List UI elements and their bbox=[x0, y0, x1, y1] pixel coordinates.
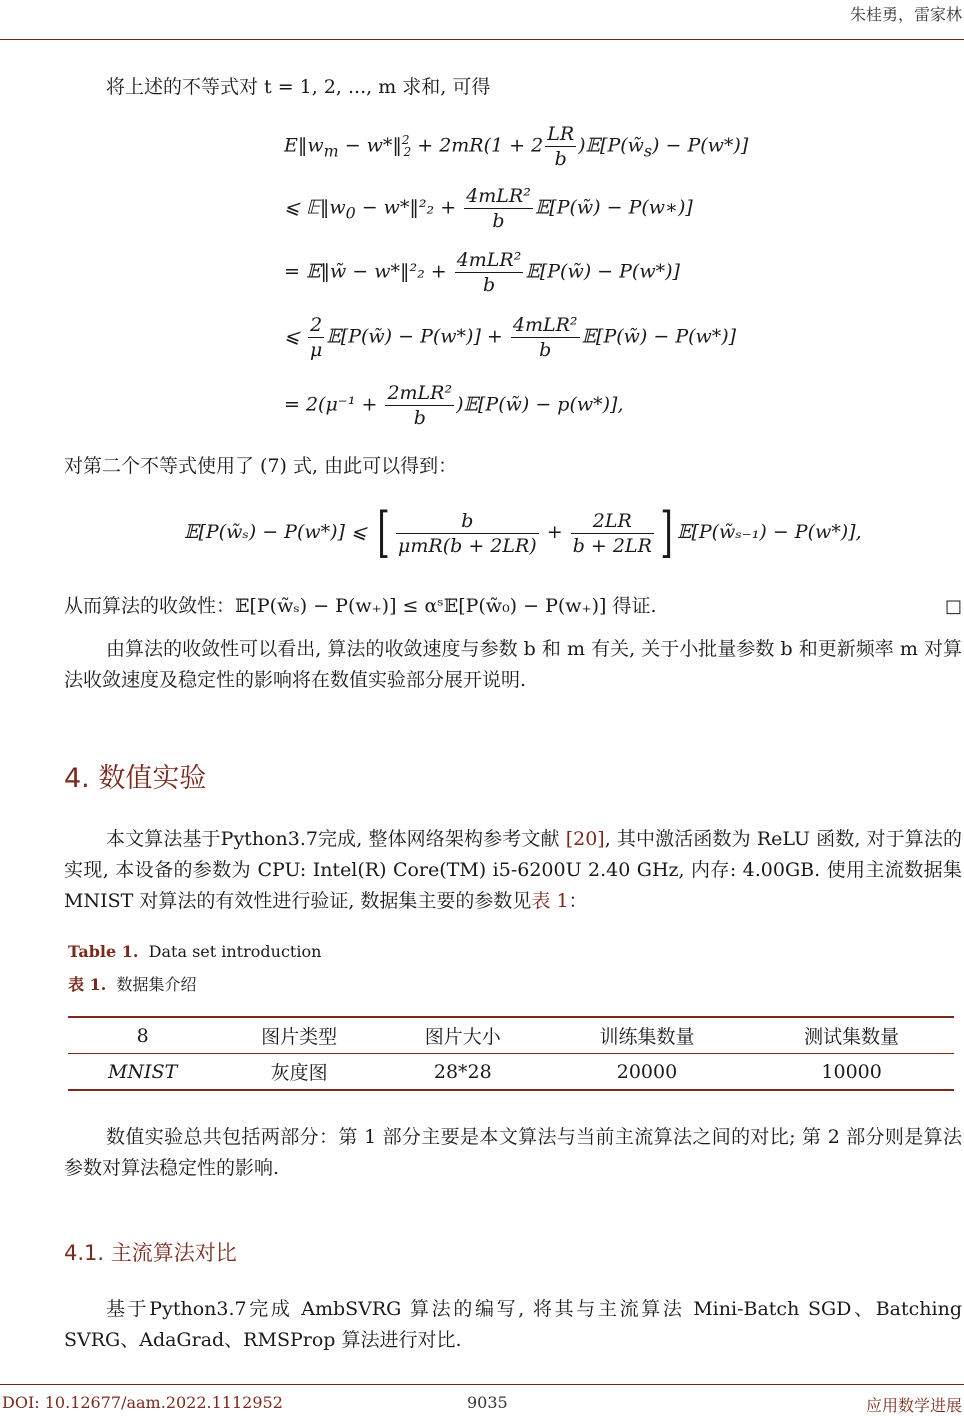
table-caption-chinese: 表 1. 数据集介绍 bbox=[68, 975, 197, 994]
equation-line-1: $E‖w_m$ − w*‖$^2_2$ + 2mR(1 + 2 $\frac{LR}{b}$ )$𝔼[P(w̃_s) - P(w*)]$ bbox=[284, 123, 749, 170]
paragraph-experiment-parts: 数值实验总共包括两部分：第 1 部分主要是本文算法与当前主流算法之间的对比; 第 2 部分则是算法参数对算法稳定性的影响. bbox=[64, 1126, 962, 1179]
paragraph-convergence-speed: 由算法的收敛性可以看出, 算法的收敛速度与参数 b 和 m 有关, 关于小批量参数 b 和更新频率 m 对算法收敛速度及稳定性的影响将在数值实验部分展开说明. bbox=[64, 638, 962, 691]
table-cell: MNIST bbox=[107, 1060, 178, 1083]
table-header-row bbox=[68, 1017, 954, 1054]
table-header-cell: 测试集数量 bbox=[804, 1026, 900, 1048]
subsection-4-1-title: 4.1. 主流算法对比 bbox=[64, 1241, 237, 1265]
intro-line: 将上述的不等式对 t = 1, 2, ..., m 求和, 可得 bbox=[106, 76, 491, 98]
table-row bbox=[68, 1054, 954, 1091]
section-4-title: 4. 数值实验 bbox=[64, 763, 207, 794]
citation-link[interactable]: [20] bbox=[565, 828, 605, 850]
paragraph-experiment-setup: 本文算法基于Python3.7完成, 整体网络架构参考文献 [20], 其中激活函数为 ReLU 函数, 对于算法的实现, 本设备的参数为 CPU: Intel(R) Core(TM) i5-6200U 2.40 GHz, 内存: 4.00GB. 使用主流数据集 MNIST 对算法的有效性进行验证, 数据集主要的参数见表 1： bbox=[64, 828, 962, 912]
table-cell: 灰度图 bbox=[270, 1062, 328, 1084]
table-cell: 28*28 bbox=[433, 1060, 492, 1083]
footer-journal-name: 应用数学进展 bbox=[865, 1396, 962, 1415]
convergence-statement: 从而算法的收敛性：𝔼[P(w̃ₛ) − P(w₊)] ≤ αˢ𝔼[P(w̃₀) − P(w₊)] 得证. bbox=[64, 595, 657, 617]
table-header-cell: 训练集数量 bbox=[599, 1026, 695, 1048]
display-equation-contraction: 𝔼[P(w̃ₛ) − P(w*)] ⩽ [ $\frac{b}{\text{μmR(b + 2LR)}}$ + $\frac{2LR}{b + 2LR}$ ] 𝔼[P(w̃ₛ₋₁) − P(w*)], bbox=[184, 501, 862, 564]
table-header-cell: 8 bbox=[136, 1024, 149, 1047]
table-cell: 20000 bbox=[616, 1060, 678, 1083]
after-inequality-text: 对第二个不等式使用了 (7) 式, 由此可以得到： bbox=[64, 455, 458, 477]
table-reference-link[interactable]: 表 1 bbox=[531, 890, 569, 912]
footer-rule bbox=[0, 1384, 964, 1385]
paragraph-algorithm-comparison: 基于Python3.7完成 AmbSVRG 算法的编写, 将其与主流算法 Mini-Batch SGD、Batching SVRG、AdaGrad、RMSProp 算法进行对比. bbox=[64, 1298, 962, 1351]
footer-page-number: 9035 bbox=[467, 1393, 508, 1412]
equation-line-4: ⩽ $\frac{2}{\mu}$ 𝔼[P(w̃) − P(w*)] + $\frac{\text{4mLR²}}{b}$ 𝔼[P(w̃) − P(w*)] bbox=[284, 314, 737, 361]
table-header-cell: 图片类型 bbox=[261, 1026, 338, 1048]
equation-line-5: = 2(μ⁻¹ + $\frac{\text{2mLR²}}{b}$ )𝔼[P(w̃) − p(w*)], bbox=[284, 382, 624, 429]
running-header-authors: 朱桂勇，雷家林 bbox=[849, 5, 962, 24]
footer-doi-link[interactable]: DOI: 10.12677/aam.2022.1112952 bbox=[2, 1393, 283, 1412]
table-cell: 10000 bbox=[821, 1060, 882, 1083]
equation-line-2: ⩽ $𝔼‖w_0$ − w*‖²₂ + $\frac{\text{4mLR²}}{b}$ 𝔼[P(w̃) − P(w∗)] bbox=[284, 185, 693, 232]
qed-symbol: □ bbox=[944, 596, 962, 617]
table-caption-english: Table 1. Data set introduction bbox=[68, 942, 322, 961]
header-rule bbox=[0, 39, 964, 40]
equation-line-3: = 𝔼‖w̃ − w*‖²₂ + $\frac{\text{4mLR²}}{b}$ 𝔼[P(w̃) − P(w*)] bbox=[284, 249, 680, 296]
dataset-table bbox=[68, 1016, 954, 1091]
table-header-cell: 图片大小 bbox=[424, 1026, 501, 1048]
